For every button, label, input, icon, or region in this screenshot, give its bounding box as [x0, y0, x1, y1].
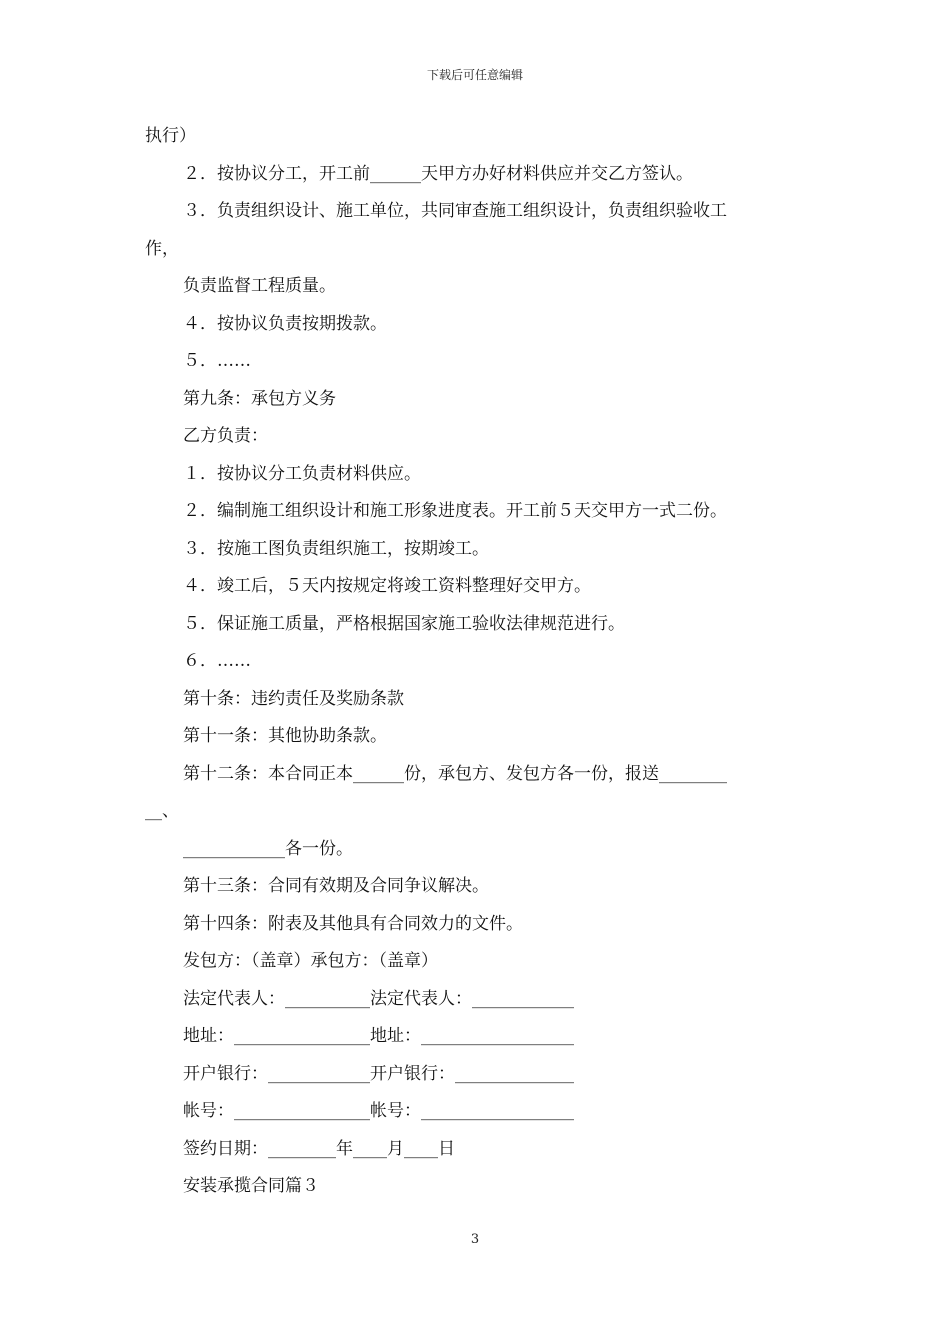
paragraph-line: 地址：________________地址：__________________ — [183, 1026, 574, 1046]
paragraph-line: __、 — [145, 801, 179, 821]
paragraph-line: 安装承揽合同篇３ — [183, 1176, 319, 1196]
page-number: 3 — [470, 1232, 480, 1247]
paragraph-line: 帐号：________________帐号：__________________ — [183, 1101, 574, 1121]
paragraph-line: 法定代表人：__________法定代表人：____________ — [183, 988, 574, 1009]
paragraph-line: 第十二条：本合同正本______份，承包方、发包方各一份，报送________ — [183, 763, 727, 784]
paragraph-line: 负责监督工程质量。 — [183, 276, 336, 296]
paragraph-line: ２．按协议分工，开工前______天甲方办好材料供应并交乙方签认。 — [183, 163, 693, 184]
paragraph-line: 第十条：违约责任及奖励条款 — [183, 688, 404, 709]
paragraph-line: 开户银行：____________开户银行：______________ — [183, 1063, 574, 1084]
paragraph-line: 乙方负责： — [183, 426, 268, 446]
paragraph-line: 第九条：承包方义务 — [183, 388, 336, 409]
paragraph-line: 发包方：（盖章）承包方：（盖章） — [183, 951, 438, 971]
paragraph-line: 第十三条：合同有效期及合同争议解决。 — [183, 876, 489, 896]
paragraph-line: 执行） — [145, 126, 196, 146]
paragraph-line: ３．负责组织设计、施工单位，共同审查施工组织设计，负责组织验收工 — [183, 201, 727, 221]
paragraph-line: 签约日期：________年____月____日 — [183, 1138, 455, 1159]
paragraph-line: ６．…… — [183, 651, 251, 671]
paragraph-line: ５．…… — [183, 351, 251, 371]
paragraph-line: 第十一条：其他协助条款。 — [183, 726, 387, 746]
paragraph-line: ３．按施工图负责组织施工，按期竣工。 — [183, 538, 489, 559]
document-body — [145, 118, 815, 1206]
paragraph-line: ４．按协议负责按期拨款。 — [183, 313, 387, 334]
paragraph-line: 作， — [145, 238, 179, 259]
paragraph-line: 第十四条：附表及其他具有合同效力的文件。 — [183, 913, 523, 934]
page-header: 下载后可任意编辑 — [426, 68, 523, 82]
paragraph-line: １．按协议分工负责材料供应。 — [183, 463, 421, 484]
paragraph-line: ４．竣工后，５天内按规定将竣工资料整理好交甲方。 — [183, 576, 591, 596]
paragraph-line: ____________各一份。 — [183, 838, 353, 859]
paragraph-line: ５．保证施工质量，严格根据国家施工验收法律规范进行。 — [183, 613, 625, 634]
paragraph-line: ２．编制施工组织设计和施工形象进度表。开工前５天交甲方一式二份。 — [183, 501, 727, 521]
